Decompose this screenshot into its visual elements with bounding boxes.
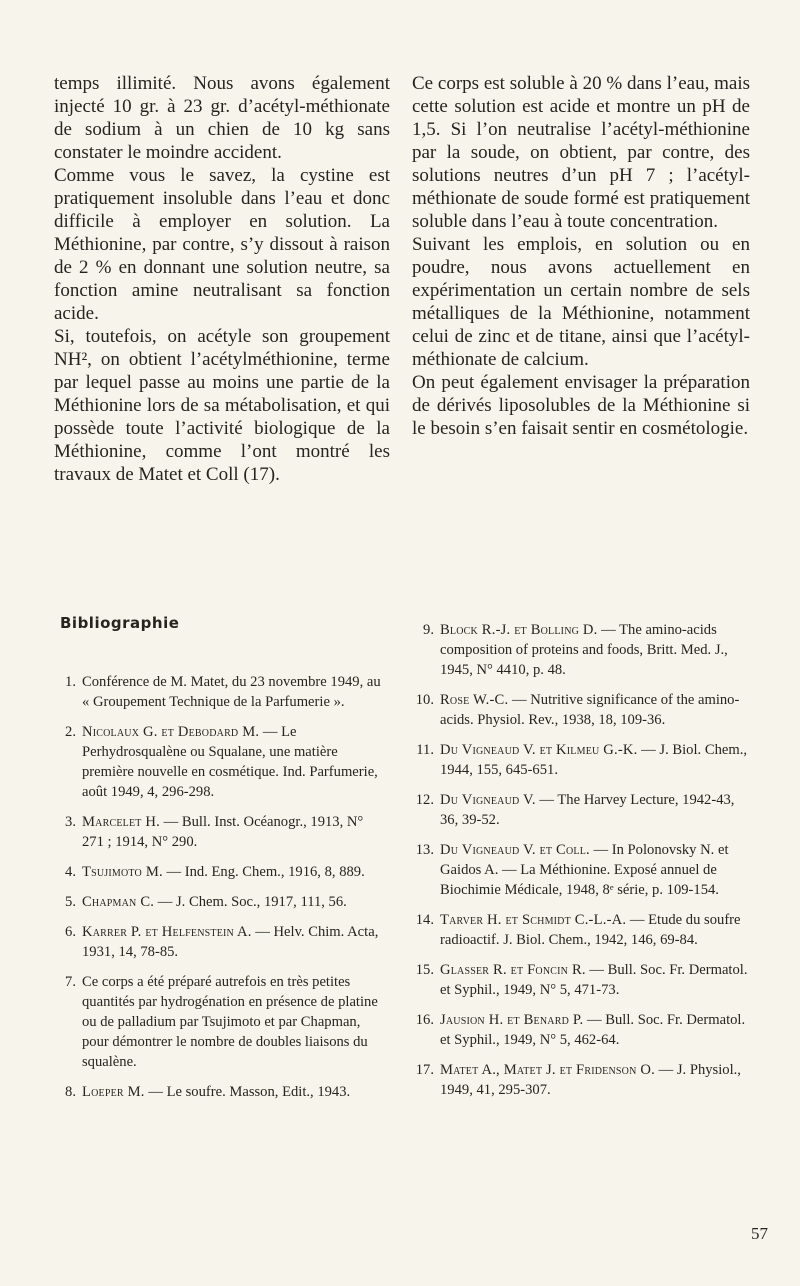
reference-number: 10. — [415, 692, 434, 708]
reference-number: 12. — [415, 792, 434, 808]
right-column-body — [412, 72, 750, 440]
reference-item — [410, 960, 750, 1000]
reference-item — [410, 910, 750, 950]
reference-item — [410, 1060, 750, 1100]
reference-number: 1. — [65, 674, 76, 690]
body-paragraph: Si, toutefois, on acétyle son groupement NH², on obtient l’acétylméthionine, terme par lequel passe au moins une partie de la Méthionine lors de sa métabolisation, et qui possède toute l’activité biologique de la Méthionine, comme l’ont montré les travaux de Matet et Coll (17). — [54, 326, 390, 485]
reference-text: — Bull. Soc. Fr. Dermatol. et Syphil., 1949, N° 5, 462-64. — [440, 1012, 746, 1048]
body-paragraph: On peut également envisager la préparation de dérivés liposolubles de la Méthionine si le besoin s’en faisait sentir en cosmétologie. — [412, 372, 750, 439]
reference-number: 3. — [65, 814, 76, 830]
reference-number: 6. — [65, 924, 76, 940]
body-paragraph: temps illimité. Nous avons également injecté 10 gr. à 23 gr. d’acétyl-méthionate de sodium à un chien de 10 kg sans constater le moindre accident. — [54, 73, 390, 163]
reference-item — [52, 812, 386, 852]
reference-author: Glasser R. et Foncin R. — [440, 962, 586, 978]
reference-list-left — [52, 672, 386, 1112]
reference-text: — Helv. Chim. Acta, 1931, 14, 78-85. — [82, 924, 379, 960]
left-column-body — [54, 72, 390, 486]
reference-number: 17. — [415, 1062, 434, 1078]
reference-item — [410, 690, 750, 730]
reference-number: 16. — [415, 1012, 434, 1028]
reference-text: — The amino-acids composition of proteins and foods, Britt. Med. J., 1945, N° 4410, p. 48. — [440, 622, 728, 678]
reference-text: — Ind. Eng. Chem., 1916, 8, 889. — [162, 864, 365, 880]
reference-author: Nicolaux G. et Debodard M. — [82, 724, 260, 740]
reference-item — [52, 972, 386, 1072]
reference-text: — Nutritive significance of the amino-acids. Physiol. Rev., 1938, 18, 109-36. — [440, 692, 740, 728]
reference-author: Rose W.-C. — [440, 692, 509, 708]
reference-text: — Bull. Soc. Fr. Dermatol. et Syphil., 1949, N° 5, 471-73. — [440, 962, 748, 998]
reference-item — [52, 922, 386, 962]
reference-text: — In Polonovsky N. et Gaidos A. — La Méthionine. Exposé annuel de Biochimie Médicale, 1948, 8ᵉ série, p. 109-154. — [440, 842, 729, 898]
reference-number: 8. — [65, 1084, 76, 1100]
reference-item — [52, 672, 386, 712]
reference-item — [410, 620, 750, 680]
reference-text: — J. Biol. Chem., 1944, 155, 645-651. — [440, 742, 747, 778]
reference-item — [52, 722, 386, 802]
reference-number: 15. — [415, 962, 434, 978]
bibliography-heading: Bibliographie — [60, 614, 180, 632]
reference-author: Karrer P. et Helfenstein A. — [82, 924, 252, 940]
reference-author: Du Vigneaud V. et Kilmeu G.-K. — [440, 742, 638, 758]
reference-text: — Le soufre. Masson, Edit., 1943. — [144, 1084, 351, 1100]
reference-text: Ce corps a été préparé autrefois en très petites quantités par hydrogénation en présence de platine ou de palladium par Tsujimoto et par Chapman, pour démontrer le nombre de doubles liaisons du squalène. — [82, 974, 378, 1070]
reference-author: Du Vigneaud V. et Coll. — [440, 842, 590, 858]
reference-item — [410, 740, 750, 780]
body-paragraph: Ce corps est soluble à 20 % dans l’eau, mais cette solution est acide et montre un pH de 1,5. Si l’on neutralise l’acétyl-méthionine par la soude, on obtient, par contre, des solutions neutres d’un pH 7 ; l’acétyl-méthionate de soude formé est pratiquement soluble dans l’eau à toute concentration. — [412, 73, 750, 232]
reference-author: Loeper M. — [82, 1084, 145, 1100]
reference-text: Conférence de M. Matet, du 23 novembre 1949, au « Groupement Technique de la Parfumerie ». — [82, 674, 381, 710]
reference-number: 14. — [415, 912, 434, 928]
reference-author: Block R.-J. et Bolling D. — [440, 622, 598, 638]
reference-text: — J. Chem. Soc., 1917, 111, 56. — [154, 894, 347, 910]
reference-item — [410, 790, 750, 830]
reference-number: 2. — [65, 724, 76, 740]
reference-number: 11. — [416, 742, 434, 758]
reference-item — [52, 1082, 386, 1102]
reference-author: Du Vigneaud V. — [440, 792, 536, 808]
reference-author: Jausion H. et Benard P. — [440, 1012, 584, 1028]
page-number: 57 — [751, 1224, 768, 1243]
reference-author: Tsujimoto M. — [82, 864, 163, 880]
reference-number: 13. — [415, 842, 434, 858]
reference-author: Chapman C. — [82, 894, 155, 910]
reference-item — [52, 892, 386, 912]
body-paragraph: Comme vous le savez, la cystine est pratiquement insoluble dans l’eau et donc difficile à employer en solution. La Méthionine, par contre, s’y dissout à raison de 2 % en donnant une solution neutre, sa fonction amine neutralisant sa fonction acide. — [54, 165, 390, 324]
reference-number: 7. — [65, 974, 76, 990]
reference-author: Marcelet H. — [82, 814, 161, 830]
reference-text: — The Harvey Lecture, 1942-43, 36, 39-52. — [440, 792, 735, 828]
reference-number: 9. — [423, 622, 434, 638]
reference-item — [52, 862, 386, 882]
reference-text: — Le Perhydrosqualène ou Squalane, une matière première nouvelle en cosmétique. Ind. Parfumerie, août 1949, 4, 296-298. — [82, 724, 378, 800]
body-paragraph: Suivant les emplois, en solution ou en poudre, nous avons actuellement en expérimentation un certain nombre de sels métalliques de la Méthionine, notamment celui de zinc et de titane, ainsi que l’acétyl-méthionate de calcium. — [412, 234, 750, 370]
reference-item — [410, 1010, 750, 1050]
reference-text: — Bull. Inst. Océanogr., 1913, N° 271 ; 1914, N° 290. — [82, 814, 364, 850]
reference-author: Matet A., Matet J. et Fridenson O. — [440, 1062, 655, 1078]
reference-number: 4. — [65, 864, 76, 880]
reference-list-right — [410, 620, 750, 1110]
reference-author: Tarver H. et Schmidt C.-L.-A. — [440, 912, 627, 928]
reference-number: 5. — [65, 894, 76, 910]
reference-item — [410, 840, 750, 900]
reference-text: — J. Physiol., 1949, 41, 295-307. — [440, 1062, 741, 1098]
reference-text: — Etude du soufre radioactif. J. Biol. Chem., 1942, 146, 69-84. — [440, 912, 741, 948]
